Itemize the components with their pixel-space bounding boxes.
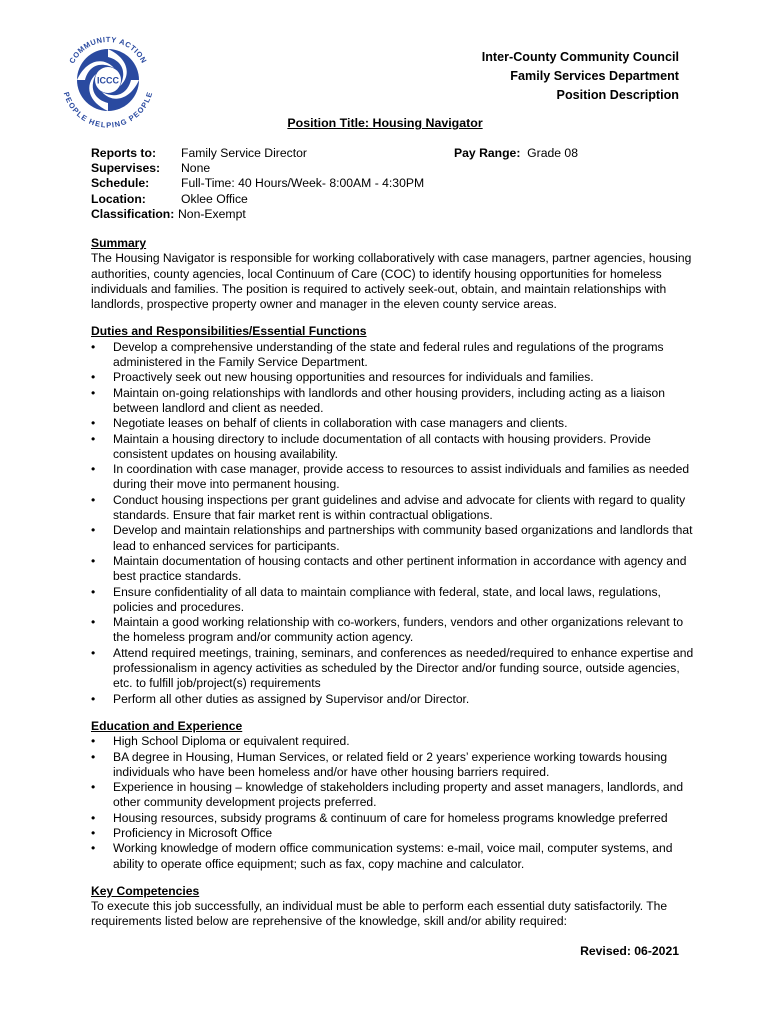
list-item: • Experience in housing – knowledge of stakeholders including property and asset managers, landlords, and other community development projects preferred. [91, 780, 701, 811]
list-item: • Attend required meetings, training, seminars, and conferences as needed/required to enhance expertise and professionalism in agency activities as scheduled by the Director and/or funding source, outside agencies, etc. to fulfill job/project(s) requirements [91, 646, 701, 692]
competencies-heading: Key Competencies [91, 883, 200, 898]
list-item: • Conduct housing inspections per grant guidelines and advise and advocate for clients with regard to quality standards. Ensure that fair market rent is within contractual obligations. [91, 493, 701, 524]
list-item: • Perform all other duties as assigned by Supervisor and/or Director. [91, 692, 701, 707]
department-name: Family Services Department [510, 69, 679, 83]
list-item: • Proficiency in Microsoft Office [91, 826, 701, 841]
document-type: Position Description [556, 88, 679, 102]
organization-header [482, 48, 679, 105]
logo-ring-top: COMMUNITY ACTION [67, 34, 149, 66]
position-title: Position Title: Housing Navigator [287, 116, 483, 130]
list-item: • Develop and maintain relationships and partnerships with community based organizations and landlords that lead to enhanced services for participants. [91, 523, 701, 554]
list-item: • High School Diploma or equivalent required. [91, 734, 701, 749]
education-heading: Education and Experience [91, 718, 243, 733]
duties-heading: Duties and Responsibilities/Essential Functions [91, 324, 367, 339]
list-item: • Working knowledge of modern office communication systems: e-mail, voice mail, computer systems, and ability to operate office equipment; such as fax, copy machine and calculator. [91, 841, 701, 872]
classification-row: Classification: Non-Exempt [91, 206, 246, 221]
revision-date: Revised: 06-2021 [580, 944, 679, 958]
reports-to-row: Reports to: Family Service Director [91, 146, 307, 160]
list-item: • Maintain on-going relationships with landlords and other housing providers, including acting as a liaison between landlord and client as needed. [91, 386, 701, 417]
supervises-row: Supervises: None [91, 161, 211, 176]
list-item: • Maintain a good working relationship with co-workers, funders, vendors and other organizations relevant to the homeless program and/or community action agency. [91, 615, 701, 646]
education-list [91, 734, 701, 872]
iccc-logo [58, 30, 158, 130]
list-item: • Ensure confidentiality of all data to maintain compliance with federal, state, and local laws, regulations, policies and procedures. [91, 585, 701, 616]
competencies-text: To execute this job successfully, an individual must be able to perform each essential duty satisfactorily. The requirements listed below are reprehensive of the knowledge, skill and/or ability required: [91, 899, 668, 929]
list-item: • In coordination with case manager, provide access to resources to assist individuals and families as needed during their move into permanent housing. [91, 462, 701, 493]
list-item: • Maintain a housing directory to include documentation of all contacts with housing providers. Provide consistent updates on housing availability. [91, 432, 701, 463]
pay-range: Pay Range: Grade 08 [454, 146, 578, 160]
list-item: • BA degree in Housing, Human Services, or related field or 2 years’ experience working towards housing individuals who have been homeless and/or have other housing barriers required. [91, 750, 701, 781]
summary-text: The Housing Navigator is responsible for working collaboratively with case managers, partner agencies, housing authorities, county agencies, local Continuum of Care (COC) to identify housing opportunities for homeless individuals and families. The position is required to actively seek-out, obtain, and maintain relationships with landlords, prospective property owner and manager in the eleven county service areas. [91, 251, 692, 312]
list-item: • Develop a comprehensive understanding of the state and federal rules and regulations of the programs administered in the Family Service Department. [91, 340, 701, 371]
list-item: • Maintain documentation of housing contacts and other pertinent information in accordance with agency and best practice standards. [91, 554, 701, 585]
list-item: • Housing resources, subsidy programs & continuum of care for homeless programs knowledge preferred [91, 811, 701, 826]
schedule-row: Schedule: Full-Time: 40 Hours/Week- 8:00AM - 4:30PM [91, 176, 425, 191]
summary-heading: Summary [91, 236, 147, 250]
org-name: Inter-County Community Council [481, 50, 679, 64]
logo-center-text: ICCC [97, 75, 119, 86]
logo-ring-bottom: PEOPLE HELPING PEOPLE [61, 90, 155, 130]
duties-list [91, 340, 701, 707]
list-item: • Proactively seek out new housing opportunities and resources for individuals and families. [91, 370, 701, 385]
document-body [91, 236, 701, 930]
list-item: • Negotiate leases on behalf of clients in collaboration with case managers and clients. [91, 416, 701, 431]
position-details [91, 146, 424, 222]
location-row: Location: Oklee Office [91, 191, 248, 206]
